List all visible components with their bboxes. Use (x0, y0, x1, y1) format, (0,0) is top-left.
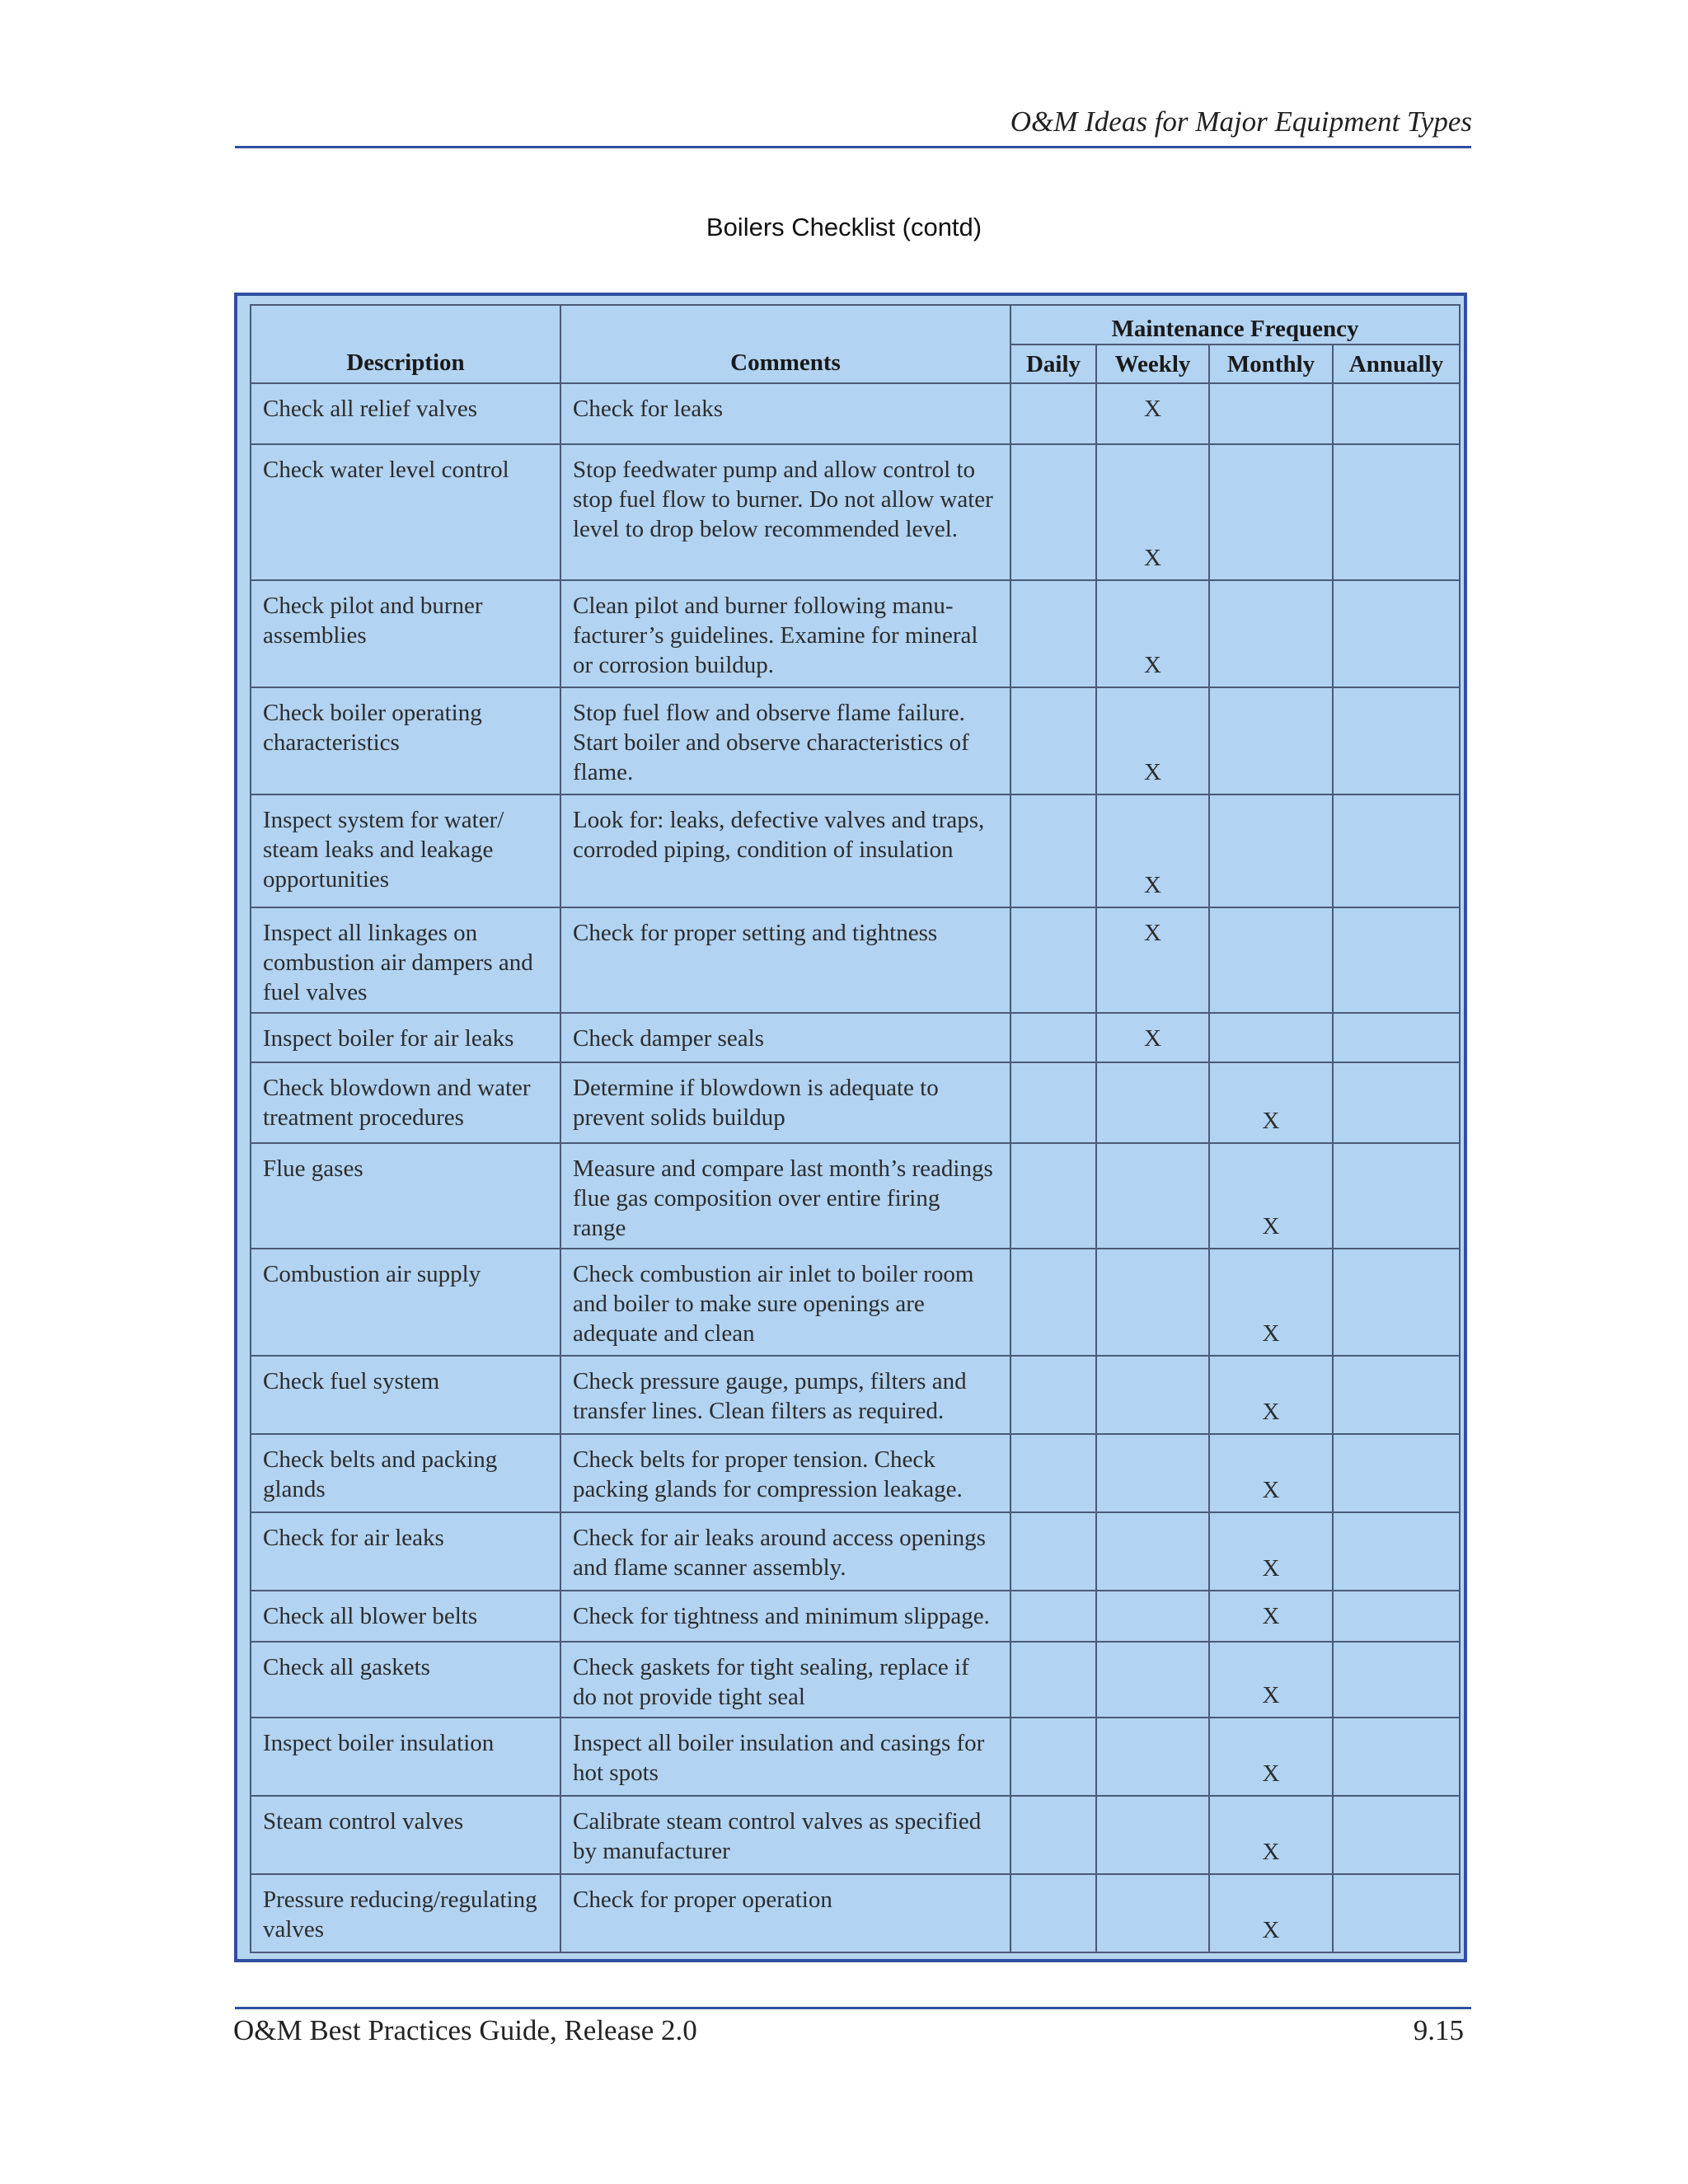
row-description: Check boiler operating characteristics (251, 687, 560, 794)
monthly-mark: X (1209, 1434, 1333, 1512)
annually-mark (1333, 907, 1460, 1013)
row-comments: Check gaskets for tight sealing, replace if do not provide tight seal (560, 1642, 1010, 1718)
row-comments: Check combustion air inlet to boiler room and boiler to make sure openings are adequate and clean (560, 1249, 1010, 1356)
row-description: Combustion air supply (251, 1249, 560, 1356)
weekly-mark (1096, 1249, 1209, 1356)
weekly-mark: X (1096, 794, 1209, 907)
row-description: Check fuel system (251, 1356, 560, 1434)
monthly-mark (1209, 383, 1333, 444)
annually-mark (1333, 1356, 1460, 1434)
monthly-mark: X (1209, 1591, 1333, 1642)
daily-mark (1010, 1642, 1096, 1718)
weekly-mark (1096, 1143, 1209, 1249)
annually-mark (1333, 1874, 1460, 1952)
daily-mark (1010, 687, 1096, 794)
monthly-mark: X (1209, 1249, 1333, 1356)
weekly-mark (1096, 1434, 1209, 1512)
row-description: Steam control valves (251, 1796, 560, 1874)
weekly-mark: X (1096, 907, 1209, 1013)
row-comments: Measure and compare last month’s readings flue gas composition over entire firing range (560, 1143, 1010, 1249)
row-comments: Calibrate steam control valves as specified by manufacturer (560, 1796, 1010, 1874)
table-row (251, 687, 1460, 794)
weekly-mark (1096, 1512, 1209, 1591)
monthly-mark: X (1209, 1642, 1333, 1718)
row-comments: Inspect all boiler insulation and casings for hot spots (560, 1718, 1010, 1796)
row-comments: Determine if blowdown is adequate to prevent solids buildup (560, 1062, 1010, 1143)
column-header-description: Description (251, 305, 560, 383)
daily-mark (1010, 1249, 1096, 1356)
daily-mark (1010, 1512, 1096, 1591)
monthly-mark (1209, 444, 1333, 580)
row-description: Check for air leaks (251, 1512, 560, 1591)
table-row (251, 1356, 1460, 1434)
row-comments: Check for tightness and minimum slippage. (560, 1591, 1010, 1642)
annually-mark (1333, 1591, 1460, 1642)
table-row (251, 1591, 1460, 1642)
daily-mark (1010, 383, 1096, 444)
table-row (251, 1874, 1460, 1952)
checklist-table (250, 304, 1461, 1953)
table-row (251, 1796, 1460, 1874)
weekly-mark: X (1096, 687, 1209, 794)
annually-mark (1333, 687, 1460, 794)
daily-mark (1010, 444, 1096, 580)
annually-mark (1333, 1718, 1460, 1796)
monthly-mark: X (1209, 1062, 1333, 1143)
monthly-mark: X (1209, 1874, 1333, 1952)
weekly-mark (1096, 1062, 1209, 1143)
table-row (251, 794, 1460, 907)
column-group-maintenance-frequency: Maintenance Frequency (1010, 305, 1460, 344)
annually-mark (1333, 580, 1460, 687)
monthly-mark: X (1209, 1512, 1333, 1591)
row-description: Inspect boiler for air leaks (251, 1013, 560, 1062)
table-row (251, 907, 1460, 1013)
annually-mark (1333, 1512, 1460, 1591)
annually-mark (1333, 383, 1460, 444)
daily-mark (1010, 907, 1096, 1013)
monthly-mark: X (1209, 1796, 1333, 1874)
footer-publication: O&M Best Practices Guide, Release 2.0 (233, 2014, 697, 2046)
row-description: Check all relief valves (251, 383, 560, 444)
annually-mark (1333, 1249, 1460, 1356)
monthly-mark: X (1209, 1356, 1333, 1434)
table-row (251, 1434, 1460, 1512)
weekly-mark (1096, 1874, 1209, 1952)
table-row (251, 1642, 1460, 1718)
monthly-mark (1209, 1013, 1333, 1062)
table-row (251, 1718, 1460, 1796)
daily-mark (1010, 1874, 1096, 1952)
row-comments: Check for air leaks around access openings and flame scanner assembly. (560, 1512, 1010, 1591)
page-number: 9.15 (1413, 2014, 1464, 2046)
weekly-mark (1096, 1591, 1209, 1642)
weekly-mark (1096, 1796, 1209, 1874)
monthly-mark: X (1209, 1143, 1333, 1249)
row-comments: Check damper seals (560, 1013, 1010, 1062)
monthly-mark (1209, 580, 1333, 687)
row-description: Check belts and packing glands (251, 1434, 560, 1512)
daily-mark (1010, 1591, 1096, 1642)
column-header-daily: Daily (1010, 344, 1096, 383)
table-row (251, 383, 1460, 444)
column-header-monthly: Monthly (1209, 344, 1333, 383)
page-title: Boilers Checklist (contd) (706, 213, 982, 241)
daily-mark (1010, 1796, 1096, 1874)
table-row (251, 1062, 1460, 1143)
monthly-mark (1209, 794, 1333, 907)
footer-rule (235, 2007, 1471, 2009)
table-row (251, 1249, 1460, 1356)
annually-mark (1333, 444, 1460, 580)
column-header-comments: Comments (560, 305, 1010, 383)
daily-mark (1010, 1356, 1096, 1434)
running-header: O&M Ideas for Major Equipment Types (1010, 105, 1472, 138)
annually-mark (1333, 1642, 1460, 1718)
annually-mark (1333, 1143, 1460, 1249)
weekly-mark: X (1096, 444, 1209, 580)
table-row (251, 580, 1460, 687)
daily-mark (1010, 580, 1096, 687)
table-row (251, 1143, 1460, 1249)
row-description: Check all gaskets (251, 1642, 560, 1718)
row-description: Check blowdown and water treatment procedures (251, 1062, 560, 1143)
monthly-mark (1209, 687, 1333, 794)
annually-mark (1333, 1434, 1460, 1512)
column-header-annually: Annually (1333, 344, 1460, 383)
row-comments: Check for proper setting and tightness (560, 907, 1010, 1013)
daily-mark (1010, 1143, 1096, 1249)
row-comments: Check for proper operation (560, 1874, 1010, 1952)
weekly-mark (1096, 1642, 1209, 1718)
column-header-weekly: Weekly (1096, 344, 1209, 383)
annually-mark (1333, 1013, 1460, 1062)
table-row (251, 1512, 1460, 1591)
checklist-frame (234, 293, 1467, 1962)
weekly-mark: X (1096, 1013, 1209, 1062)
row-comments: Stop fuel flow and observe flame failure. Start boiler and observe characteristics of flame. (560, 687, 1010, 794)
table-row (251, 1013, 1460, 1062)
row-description: Inspect system for water/ steam leaks and leakage opportunities (251, 794, 560, 907)
header-rule (235, 146, 1471, 148)
row-description: Inspect boiler insulation (251, 1718, 560, 1796)
annually-mark (1333, 794, 1460, 907)
row-comments: Check for leaks (560, 383, 1010, 444)
row-description: Inspect all linkages on combustion air dampers and fuel valves (251, 907, 560, 1013)
monthly-mark: X (1209, 1718, 1333, 1796)
weekly-mark (1096, 1356, 1209, 1434)
row-description: Check all blower belts (251, 1591, 560, 1642)
annually-mark (1333, 1796, 1460, 1874)
row-comments: Check belts for proper tension. Check packing glands for compression leakage. (560, 1434, 1010, 1512)
table-row (251, 444, 1460, 580)
daily-mark (1010, 1013, 1096, 1062)
row-description: Flue gases (251, 1143, 560, 1249)
weekly-mark: X (1096, 580, 1209, 687)
daily-mark (1010, 1062, 1096, 1143)
daily-mark (1010, 1434, 1096, 1512)
daily-mark (1010, 1718, 1096, 1796)
row-comments: Stop feedwater pump and allow control to stop fuel flow to burner. Do not allow water level to drop below recommended level. (560, 444, 1010, 580)
weekly-mark (1096, 1718, 1209, 1796)
row-description: Check pilot and burner assemblies (251, 580, 560, 687)
weekly-mark: X (1096, 383, 1209, 444)
annually-mark (1333, 1062, 1460, 1143)
daily-mark (1010, 794, 1096, 907)
row-comments: Clean pilot and burner following manu-facturer’s guidelines. Examine for mineral or corrosion buildup. (560, 580, 1010, 687)
monthly-mark (1209, 907, 1333, 1013)
row-description: Pressure reducing/regulating valves (251, 1874, 560, 1952)
row-comments: Check pressure gauge, pumps, filters and transfer lines. Clean filters as required. (560, 1356, 1010, 1434)
row-description: Check water level control (251, 444, 560, 580)
row-comments: Look for: leaks, defective valves and traps, corroded piping, condition of insulation (560, 794, 1010, 907)
